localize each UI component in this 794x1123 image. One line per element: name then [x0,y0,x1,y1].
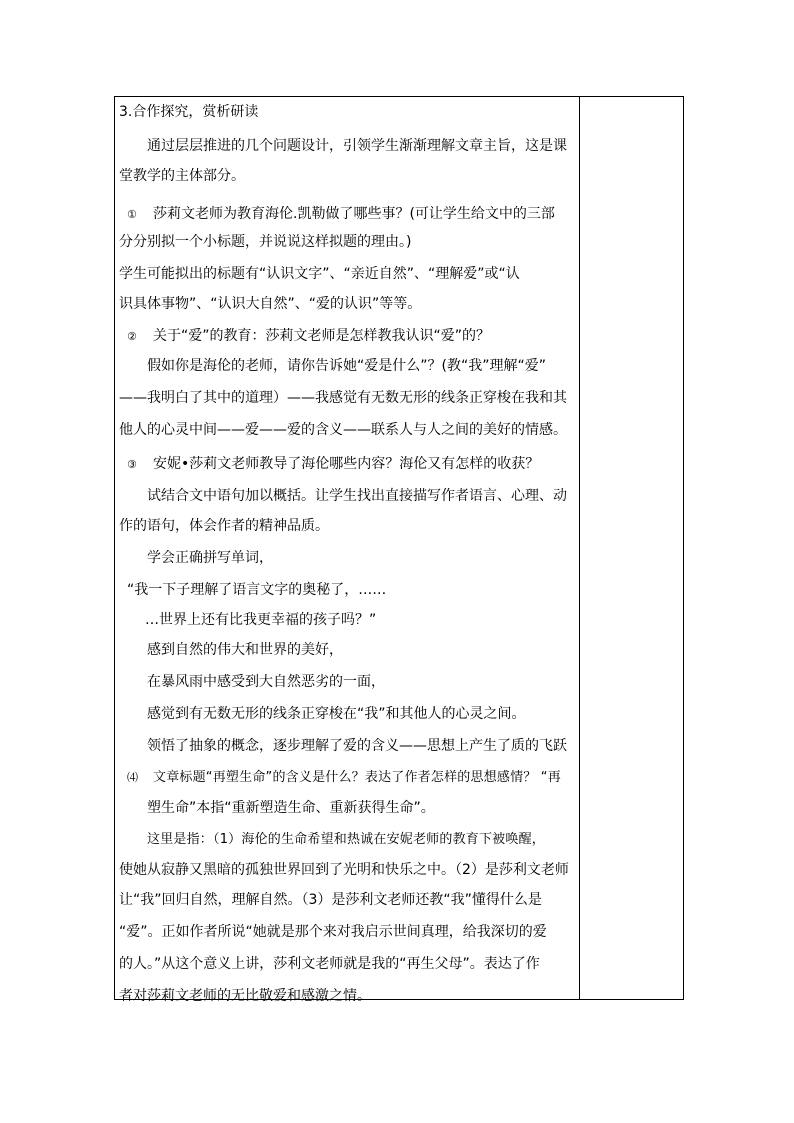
quote-line: “我一下子理解了语言文字的奥秘了，…… [127,582,387,598]
answer-line: 学生可能拟出的标题有“认识文字”、“亲近自然”、“理解爱”或“认 [119,266,520,282]
list-item: 领悟了抽象的概念，逐步理解了爱的含义——思想上产生了质的飞跃 [147,738,567,754]
question-marker: ③ [127,458,137,471]
question-4 [127,769,561,787]
list-item: 学会正确拼写单词， [147,550,273,566]
question-marker: ① [127,208,137,221]
question-text: 莎莉文老师为教育海伦.凯勒做了哪些事？(可让学生给文中的三部 [153,206,555,222]
question-text: 文章标题“再塑生命”的含义是什么？表达了作者怎样的思想感情？ “再 [153,770,561,785]
answer-line: 让“我”回归自然，理解自然。（3）是莎利文老师还教“我”懂得什么是 [119,892,542,908]
answer-line: 的人。”从这个意义上讲，莎利文老师就是我的“再生父母”。表达了作 [119,956,540,972]
answer-line: “爱”。正如作者所说“她就是那个来对我启示世间真理，给我深切的爱 [119,924,547,940]
list-item: 感到自然的伟大和世界的美好， [147,642,343,658]
question-text: 安妮•莎莉文老师教导了海伦哪些内容？海伦又有怎样的收获？ [153,456,540,472]
intro-line: 堂教学的主体部分。 [119,168,245,184]
answer-line: 识具体事物”、“认识大自然”、“爱的认识”等等。 [119,296,422,312]
section-heading: 3.合作探究，赏析研读 [119,104,259,120]
answer-line: 者对莎莉文老师的无比敬爱和感激之情。 [119,988,371,1004]
lesson-table [114,96,684,1004]
question-text: 关于“爱”的教育：莎莉文老师是怎样教我认识“爱”的？ [153,328,491,344]
question-3 [127,455,539,474]
quote-line: …世界上还有比我更幸福的孩子吗？” [145,612,377,628]
question-marker: ② [127,330,137,343]
list-item: 在暴风雨中感受到大自然恶劣的一面， [147,674,385,690]
answer-line: 假如你是海伦的老师，请你告诉她“爱是什么”？(教“我”理解“爱” [147,358,546,374]
answer-line: 使她从寂静又黑暗的孤独世界回到了光明和快乐之中。（2）是莎利文老师 [119,862,569,878]
notes-column-cell [580,97,683,999]
question-text: 分分别拟一个小标题，并说说这样拟题的理由。) [119,234,412,250]
intro-line: 通过层层推进的几个问题设计，引领学生渐渐理解文章主旨，这是课 [147,138,567,154]
question-text: 塑生命”本指“重新塑造生命、重新获得生命”。 [147,800,435,816]
answer-line: 试结合文中语句加以概括。让学生找出直接描写作者语言、心理、动 [147,488,567,504]
answer-line: ——我明白了其中的道理）——我感觉有无数无形的线条正穿梭在我和其 [119,390,567,406]
question-1 [127,205,555,224]
answer-line: 他人的心灵中间——爱——爱的含义——联系人与人之间的美好的情感。 [119,422,567,438]
answer-line: 这里是指：（1）海伦的生命希望和热诚在安妮老师的教育下被唤醒， [147,832,545,847]
question-2 [127,327,490,346]
list-item: 感觉到有无数无形的线条正穿梭在“我”和其他人的心灵之间。 [147,706,526,722]
answer-line: 作的语句，体会作者的精神品质。 [119,518,329,534]
lesson-content-cell [119,101,577,1004]
question-marker: ⑷ [127,771,139,784]
